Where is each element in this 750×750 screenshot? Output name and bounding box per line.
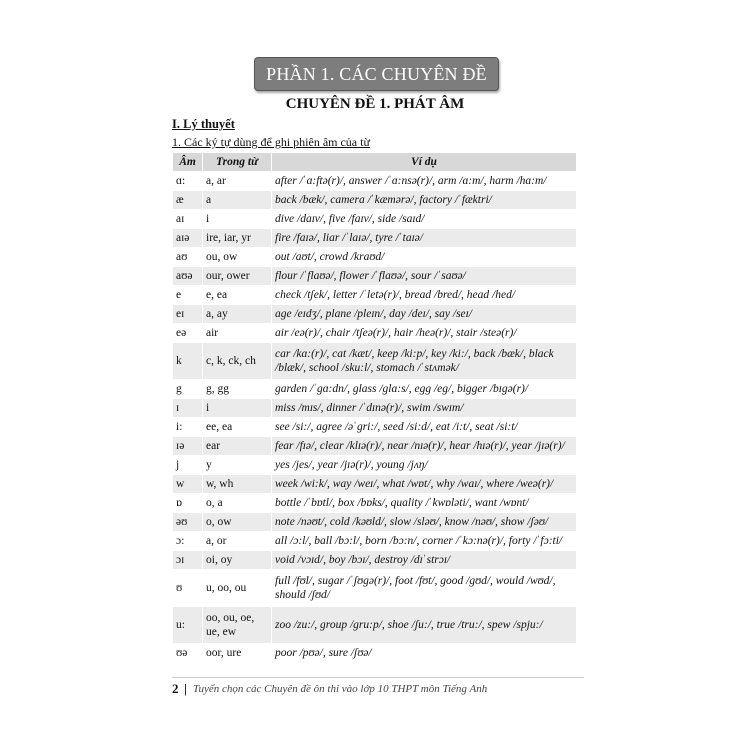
table-row — [173, 475, 577, 494]
sound-cell: ɒ — [173, 494, 203, 513]
spelling-cell: a, ar — [203, 172, 272, 191]
sound-cell: k — [173, 343, 203, 380]
spelling-cell: o, a — [203, 494, 272, 513]
examples-cell: back /bæk/, camera /ˈkæmərə/, factory /ˈfæktri/ — [272, 191, 577, 210]
section-title: I. Lý thuyết — [172, 117, 235, 131]
examples-cell: all /ɔ:l/, ball /bɔ:l/, born /bɔ:n/, corner /ˈkɔ:nə(r)/, forty /ˈfɔ:ti/ — [272, 532, 577, 551]
spelling-cell: ou, ow — [203, 248, 272, 267]
table-row — [173, 267, 577, 286]
spelling-cell: y — [203, 456, 272, 475]
examples-cell: out /aʊt/, crowd /kraʊd/ — [272, 248, 577, 267]
examples-cell: bottle /ˈbɒtl/, box /bɒks/, quality /ˈkwɒləti/, want /wɒnt/ — [272, 494, 577, 513]
examples-cell: age /eɪdʒ/, plane /pleɪn/, day /deɪ/, say /seɪ/ — [272, 305, 577, 324]
spelling-cell: e, ea — [203, 286, 272, 305]
table-row — [173, 607, 577, 644]
table-row — [173, 418, 577, 437]
examples-cell: check /tʃek/, letter /ˈletə(r)/, bread /bred/, head /hed/ — [272, 286, 577, 305]
sound-cell: j — [173, 456, 203, 475]
table-row — [173, 532, 577, 551]
sound-cell: æ — [173, 191, 203, 210]
table-row — [173, 644, 577, 663]
spelling-cell: oor, ure — [203, 644, 272, 663]
spelling-cell: o, ow — [203, 513, 272, 532]
table-body — [173, 172, 577, 663]
spelling-cell: g, gg — [203, 380, 272, 399]
spelling-cell: i — [203, 399, 272, 418]
spelling-cell: u, oo, ou — [203, 570, 272, 607]
sound-cell: ɔɪ — [173, 551, 203, 570]
examples-cell: miss /mɪs/, dinner /ˈdɪnə(r)/, swim /swɪm/ — [272, 399, 577, 418]
sound-cell: g — [173, 380, 203, 399]
header-spelling: Trong từ — [203, 153, 272, 172]
spelling-cell: air — [203, 324, 272, 343]
table-row — [173, 437, 577, 456]
sound-cell: u: — [173, 607, 203, 644]
sound-cell: ɔ: — [173, 532, 203, 551]
table-row — [173, 286, 577, 305]
spelling-cell: w, wh — [203, 475, 272, 494]
spelling-cell: oi, oy — [203, 551, 272, 570]
table-row — [173, 551, 577, 570]
table-row — [173, 456, 577, 475]
examples-cell: week /wi:k/, way /weɪ/, what /wɒt/, why /waɪ/, where /weə(r)/ — [272, 475, 577, 494]
spelling-cell: ire, iar, yr — [203, 229, 272, 248]
examples-cell: full /fʊl/, sugar /ˈʃʊgə(r)/, foot /fʊt/, good /gʊd/, would /wʊd/, should /ʃʊd/ — [272, 570, 577, 607]
spelling-cell: ee, ea — [203, 418, 272, 437]
examples-cell: car /kɑ:(r)/, cat /kæt/, keep /ki:p/, key /ki:/, back /bæk/, black /blæk/, school /sku:l/, stomach /ˈstʌmək/ — [272, 343, 577, 380]
table-row — [173, 191, 577, 210]
sound-cell: ɑ: — [173, 172, 203, 191]
examples-cell: garden /ˈgɑ:dn/, glass /glɑ:s/, egg /eg/, bigger /bɪgə(r)/ — [272, 380, 577, 399]
examples-cell: after /ˈɑ:ftə(r)/, answer /ˈɑ:nsə(r)/, arm /ɑ:m/, harm /hɑ:m/ — [272, 172, 577, 191]
sound-cell: ɪ — [173, 399, 203, 418]
header-examples: Ví dụ — [272, 153, 577, 172]
examples-cell: zoo /zu:/, group /gru:p/, shoe /ʃu:/, true /tru:/, spew /spju:/ — [272, 607, 577, 644]
spelling-cell: ear — [203, 437, 272, 456]
table-row — [173, 380, 577, 399]
examples-cell: note /nəʊt/, cold /kəʊld/, slow /sləʊ/, know /nəʊ/, show /ʃəʊ/ — [272, 513, 577, 532]
examples-cell: see /si:/, agree /əˈgri:/, seed /si:d/, eat /i:t/, seat /si:t/ — [272, 418, 577, 437]
table-row — [173, 324, 577, 343]
examples-cell: air /eə(r)/, chair /tʃeə(r)/, hair /heə(r)/, stair /steə(r)/ — [272, 324, 577, 343]
spelling-cell: a — [203, 191, 272, 210]
footer-book-title: Tuyển chọn các Chuyên đề ôn thi vào lớp 10 THPT môn Tiếng Anh — [193, 683, 488, 695]
table-row — [173, 248, 577, 267]
sound-cell: aɪ — [173, 210, 203, 229]
spelling-cell: our, ower — [203, 267, 272, 286]
table-row — [173, 305, 577, 324]
sound-cell: eɪ — [173, 305, 203, 324]
examples-cell: yes /jes/, year /jɪə(r)/, young /jʌŋ/ — [272, 456, 577, 475]
examples-cell: void /vɔɪd/, boy /bɔɪ/, destroy /dɪˈstrɔɪ/ — [272, 551, 577, 570]
sound-cell: ʊ — [173, 570, 203, 607]
sound-cell: ʊə — [173, 644, 203, 663]
table-header-row — [173, 153, 577, 172]
table-row — [173, 172, 577, 191]
spelling-cell: a, ay — [203, 305, 272, 324]
sound-cell: aʊə — [173, 267, 203, 286]
header-sound: Âm — [173, 153, 203, 172]
part-banner: PHẦN 1. CÁC CHUYÊN ĐỀ — [254, 57, 499, 91]
sound-cell: əʊ — [173, 513, 203, 532]
table-row — [173, 399, 577, 418]
chapter-title: CHUYÊN ĐỀ 1. PHÁT ÂM — [285, 96, 465, 112]
examples-cell: dive /daɪv/, five /faɪv/, side /saɪd/ — [272, 210, 577, 229]
subsection-title: 1. Các ký tự dùng để ghi phiên âm của từ — [172, 135, 370, 149]
footer-separator: | — [184, 681, 187, 696]
sound-cell: eə — [173, 324, 203, 343]
spelling-cell: a, or — [203, 532, 272, 551]
examples-cell: poor /pʊə/, sure /ʃʊə/ — [272, 644, 577, 663]
phonetic-table — [172, 152, 577, 663]
table-row — [173, 210, 577, 229]
sound-cell: ɪə — [173, 437, 203, 456]
examples-cell: flour /ˈflaʊə/, flower /ˈflaʊə/, sour /ˈsaʊə/ — [272, 267, 577, 286]
spelling-cell: i — [203, 210, 272, 229]
sound-cell: aʊ — [173, 248, 203, 267]
sound-cell: aɪə — [173, 229, 203, 248]
table-row — [173, 229, 577, 248]
table-row — [173, 494, 577, 513]
examples-cell: fire /faɪə/, liar /ˈlaɪə/, tyre /ˈtaɪə/ — [272, 229, 577, 248]
table-row — [173, 570, 577, 607]
footer-divider — [172, 677, 584, 678]
sound-cell: e — [173, 286, 203, 305]
table-row — [173, 513, 577, 532]
spelling-cell: c, k, ck, ch — [203, 343, 272, 380]
spelling-cell: oo, ou, oe, ue, ew — [203, 607, 272, 644]
page-number: 2 — [172, 681, 179, 696]
sound-cell: w — [173, 475, 203, 494]
examples-cell: fear /fɪə/, clear /klɪə(r)/, near /nɪə(r)/, hear /hɪə(r)/, year /jɪə(r)/ — [272, 437, 577, 456]
sound-cell: i: — [173, 418, 203, 437]
table-row — [173, 343, 577, 380]
